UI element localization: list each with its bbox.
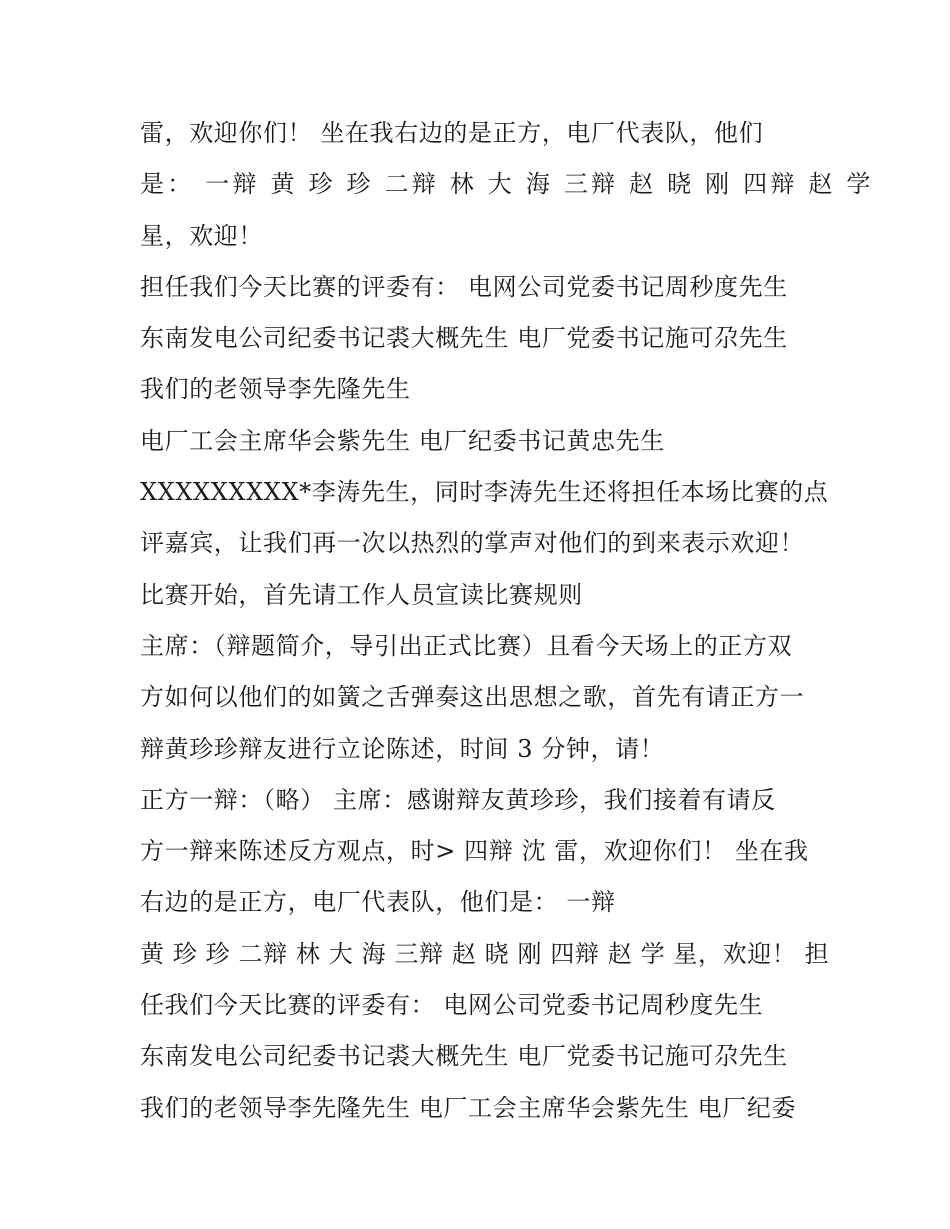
text-line: 正方一辩：（略） 主席：感谢辩友黄珍珍，我们接着有请反 <box>140 785 776 814</box>
text-line: 担任我们今天比赛的评委有： 电网公司党委书记周秒度先生 <box>140 272 788 301</box>
text-line: 我们的老领导李先隆先生 <box>140 375 411 404</box>
text-line: 星，欢迎！ <box>140 221 263 250</box>
text-line: 我们的老领导李先隆先生 电厂工会主席华会紫先生 电厂纪委 <box>140 1093 797 1122</box>
text-line: 评嘉宾，让我们再一次以热烈的掌声对他们的到来表示欢迎！ <box>140 529 805 558</box>
text-line: 比赛开始，首先请工作人员宣读比赛规则 <box>140 580 583 609</box>
text-line: 东南发电公司纪委书记裘大概先生 电厂党委书记施可尕先生 <box>140 1042 788 1071</box>
text-line: 方一辩来陈述反方观点，时> 四辩 沈 雷，欢迎你们！ 坐在我 <box>140 837 809 866</box>
text-line: 辩黄珍珍辩友进行立论陈述，时间 3 分钟，请！ <box>140 734 665 763</box>
text-line: 方如何以他们的如簧之舌弹奏这出思想之歌，首先有请正方一 <box>140 683 805 712</box>
text-line: XXXXXXXXX*李涛先生，同时李涛先生还将担任本场比赛的点 <box>140 478 829 507</box>
text-line: 是： 一辩 黄 珍 珍 二辩 林 大 海 三辩 赵 晓 刚 四辩 赵 学 <box>140 170 874 199</box>
text-line: 任我们今天比赛的评委有： 电网公司党委书记周秒度先生 <box>140 991 764 1020</box>
text-line: 主席：（辩题简介，导引出正式比赛）且看今天场上的正方双 <box>140 631 793 660</box>
body-text <box>140 108 874 1134</box>
text-line: 电厂工会主席华会紫先生 电厂纪委书记黄忠先生 <box>140 426 665 455</box>
text-line: 东南发电公司纪委书记裘大概先生 电厂党委书记施可尕先生 <box>140 324 788 353</box>
text-line: 右边的是正方，电厂代表队，他们是： 一辩 <box>140 888 616 917</box>
text-line: 雷，欢迎你们！ 坐在我右边的是正方，电厂代表队，他们 <box>140 119 764 147</box>
text-line: 黄 珍 珍 二辩 林 大 海 三辩 赵 晓 刚 四辩 赵 学 星，欢迎！ 担 <box>140 939 830 968</box>
